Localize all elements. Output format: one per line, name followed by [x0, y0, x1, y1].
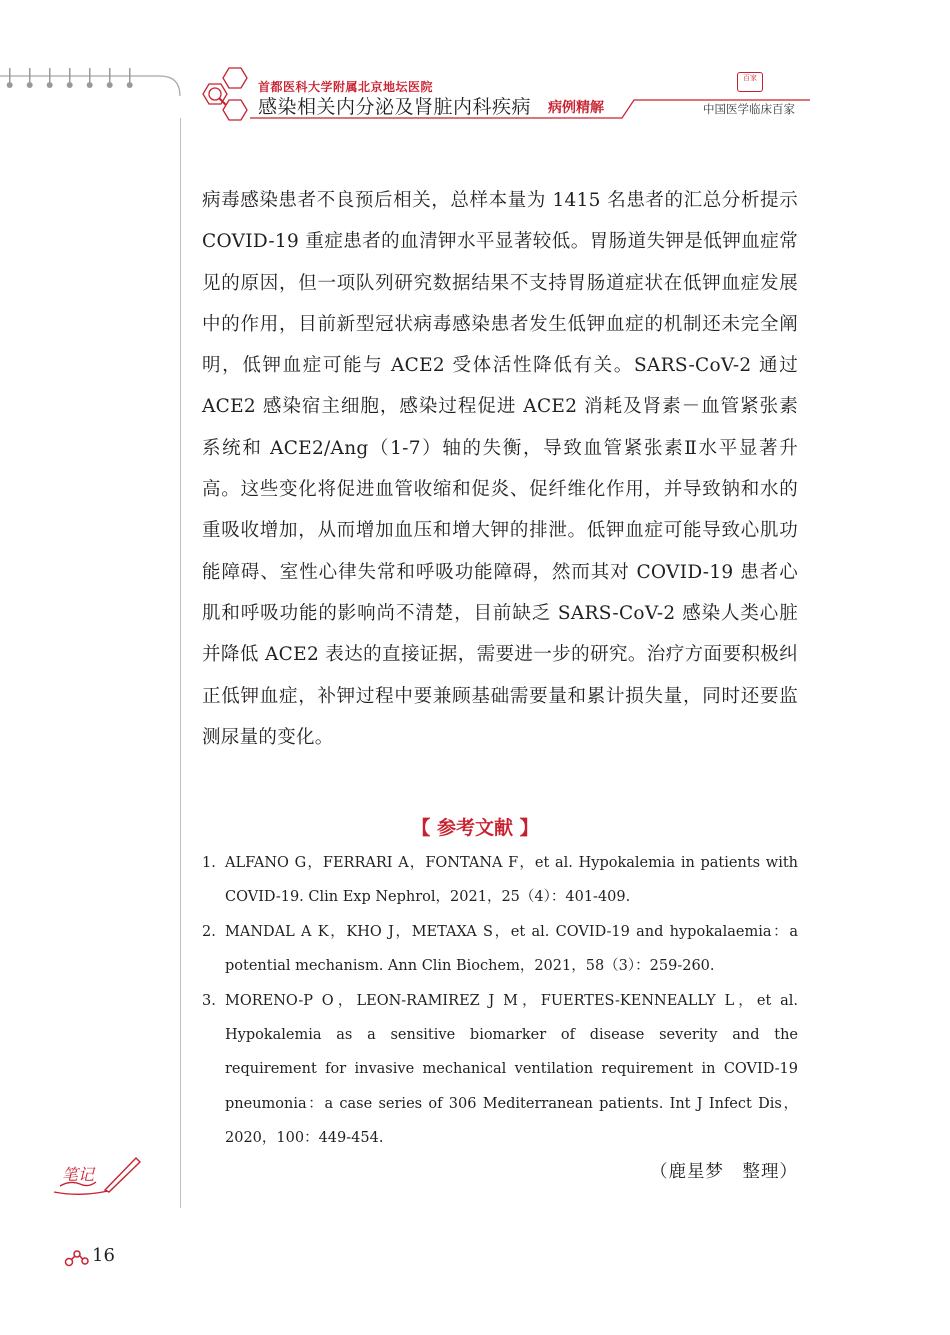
reference-item: 1. ALFANO G，FERRARI A，FONTANA F，et al. Hypokalemia in patients with COVID-19. Clin Exp Nephrol，2021，25（4）：401-409. [202, 855, 798, 906]
page-number: 16 [92, 1245, 115, 1266]
body-paragraph: 病毒感染患者不良预后相关，总样本量为 1415 名患者的汇总分析提示 COVID-19 重症患者的血清钾水平显著较低。胃肠道失钾是低钾血症常见的原因，但一项队列研究数据结果不支持胃肠道症状在低钾血症发展中的作用，目前新型冠状病毒感染患者发生低钾血症的机制还未完全阐明，低钾血症可能与 ACE2 受体活性降低有关。SARS-CoV-2 通过 ACE2 感染宿主细胞，感染过程促进 ACE2 消耗及肾素－血管紧张素系统和 ACE2/Ang（1-7）轴的失衡，导致血管紧张素Ⅱ水平显著升高。这些变化将促进血管收缩和促炎、促纤维化作用，并导致钠和水的重吸收增加，从而增加血压和增大钾的排泄。低钾血症可能导致心肌功能障碍、室性心律失常和呼吸功能障碍，然而其对 COVID-19 患者心肌和呼吸功能的影响尚不清楚，目前缺乏 SARS-CoV-2 感染人类心脏并降低 ACE2 表达的直接证据，需要进一步的研究。治疗方面要积极纠正低钾血症，补钾过程中要兼顾基础需要量和累计损失量，同时还要监测尿量的变化。 [202, 190, 798, 748]
binder-holes-decoration [0, 62, 190, 102]
header-book-title: 感染相关内分泌及肾脏内科疾病 [258, 96, 532, 118]
compiler-credit: （鹿星梦 整理） [650, 1162, 798, 1182]
notes-pen-icon [50, 1150, 146, 1198]
molecule-icon [64, 1246, 90, 1268]
reference-item: 2. MANDAL A K，KHO J，METAXA S，et al. COVID-19 and hypokalaemia：a potential mechanism. Ann Clin Biochem，2021，58（3）：259-260. [202, 923, 798, 975]
header-brand: 中国医学临床百家 [703, 102, 795, 116]
references-list [202, 846, 798, 1156]
header-institution: 首都医科大学附属北京地坛医院 [258, 80, 434, 94]
reference-item: 3. MORENO-P O，LEON-RAMIREZ J M，FUERTES-KENNEALLY L，et al. Hypokalemia as a sensitive biomarker of disease severity and the requirement for invasive mechanical ventilation requirement in COVID-19 pneumonia：a case series of 306 Mediterranean patients. Int J Infect Dis，2020，100：449-454. [202, 992, 798, 1147]
brand-seal-icon: 百家 [737, 72, 763, 92]
svg-text:笔记: 笔记 [62, 1165, 95, 1184]
margin-rule [180, 118, 181, 1208]
hexagon-magnifier-logo [196, 66, 256, 126]
references-heading: 【 参考文献 】 [411, 817, 539, 839]
header-series-label: 病例精解 [548, 100, 604, 116]
